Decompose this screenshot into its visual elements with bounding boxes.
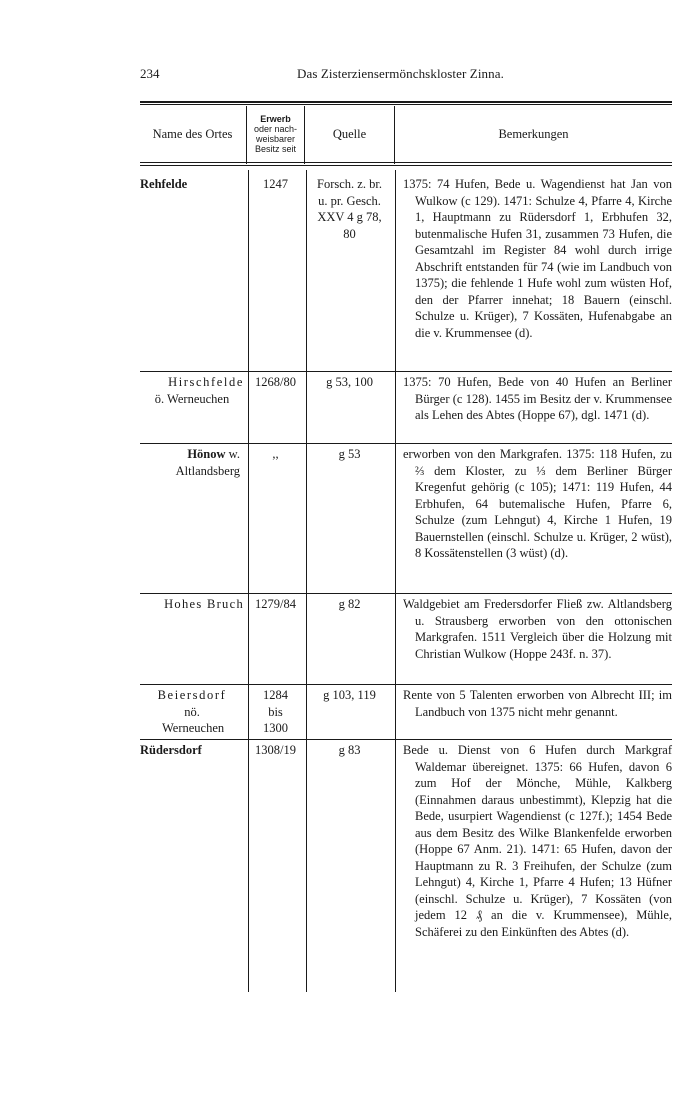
row-separator <box>140 371 672 372</box>
header-bottom-rule-thin <box>140 165 672 166</box>
column-header-erwerb <box>247 108 304 160</box>
row-separator <box>140 593 672 594</box>
erwerb-value: ,, <box>272 447 279 461</box>
place-location: nö. Werneuchen <box>162 704 225 735</box>
table-row <box>140 687 244 737</box>
quelle-value: g 82 <box>338 597 361 611</box>
table-top-rule <box>140 101 672 103</box>
column-header-erwerb-line: Erwerb <box>260 114 291 124</box>
erwerb-value: 1247 <box>263 177 288 191</box>
table-top-rule-thin <box>140 104 672 105</box>
place-name: Rüdersdorf <box>140 743 202 757</box>
column-divider <box>394 106 395 164</box>
quelle-value: g 83 <box>338 743 361 757</box>
quelle-value: g 53 <box>338 447 361 461</box>
column-divider <box>306 170 307 992</box>
place-location: w. Altlandsberg <box>175 447 240 478</box>
bemerkungen-paragraph: erworben von den Markgrafen. 1375: 118 Hufen, zu ⅔ dem Kloster, zu ⅓ dem Berliner Bürger Kregenfut gehörig (c 105); 1471: 119 Hufen, 44 Erbhufen, 64 butemalische Hufen, Pfarre 6, Schulze (zum Lehngut) 4, Kirche 1 Hufen, 19 Bauernstellen (einschl. Schulze u. Krüger, 2 wüst), 8 Kossätenstellen (3 wüst) (d). <box>403 447 672 560</box>
quelle-value: Forsch. z. br. u. pr. Gesch. XXV 4 g 78, 80 <box>317 177 382 241</box>
table-row <box>140 596 244 613</box>
bemerkungen-text <box>403 596 672 662</box>
page-number: 234 <box>140 66 160 81</box>
bemerkungen-text <box>403 446 672 562</box>
erwerb-value: 1284 bis 1300 <box>263 688 288 735</box>
table-row <box>140 742 244 759</box>
place-name: Hohes Bruch <box>164 597 244 611</box>
header-bottom-rule <box>140 162 672 163</box>
place-name: Rehfelde <box>140 177 188 191</box>
bemerkungen-paragraph: Rente von 5 Talenten erworben von Albrecht III; im Landbuch von 1375 nicht mehr genannt. <box>403 688 672 719</box>
column-divider <box>246 106 247 164</box>
column-header-erwerb-line: oder nach- <box>253 124 298 134</box>
column-header-bemerkungen: Bemerkungen <box>498 126 569 141</box>
column-divider <box>304 106 305 164</box>
bemerkungen-paragraph: Bede u. Dienst von 6 Hufen durch Markgraf Waldemar übereignet. 1375: 66 Hufen, davon 6 zum Hof der Mönche, Mühle, Kalkberg (Einnahmen daraus unbestimmt), Klepzig hat die Bede, usurpiert Wagendienst (c 127f.); 1454 Bede aus dem Besitz des Wilke Blankenfelde erworben (Hoppe 67 Anm. 21). 1471: 65 Hufen, davon der Hauptmann zu R. 3 Freihufen, der Schulze (zum Lehngut) 4, Kirche 1, Pfarre 4 Hufen; 13 Hüfner (einschl. Schulze u. Krüger), 7 Kossäten (von jedem 12 ₰ an die v. Krummensee), Mühle, Schäferei zu den Einkünften des Abtes (d). <box>403 743 672 939</box>
quelle-value: g 53, 100 <box>326 375 373 389</box>
place-location: ö. Werneuchen <box>154 391 230 406</box>
place-name: Hirschfelde <box>168 375 244 389</box>
column-header-name: Name des Ortes <box>152 126 233 141</box>
erwerb-value: 1268/80 <box>255 375 296 389</box>
place-name: Beiersdorf <box>157 688 227 702</box>
bemerkungen-text <box>403 374 672 424</box>
bemerkungen-paragraph: Waldgebiet am Fredersdorfer Fließ zw. Altlandsberg u. Strausberg erworben von den ottonischen Markgrafen. 1511 Vergleich über die Holzung mit Christian Wulkow (Hoppe 243f. n. 37). <box>403 597 672 661</box>
erwerb-value: 1308/19 <box>255 743 296 757</box>
column-divider <box>395 170 396 992</box>
bemerkungen-text <box>403 176 672 341</box>
running-title: Das Zisterziensermönchskloster Zinna. <box>297 66 504 81</box>
table-row <box>140 446 244 479</box>
column-divider <box>248 170 249 992</box>
column-header-quelle: Quelle <box>332 126 367 141</box>
erwerb-value: 1279/84 <box>255 597 296 611</box>
column-header-erwerb-line: Besitz seit <box>254 144 296 154</box>
row-separator <box>140 684 672 685</box>
bemerkungen-text <box>403 687 672 720</box>
column-header-erwerb-line: weisbarer <box>255 134 295 144</box>
page-header <box>140 66 572 86</box>
place-name: Hönow <box>187 447 226 461</box>
table-row <box>140 374 244 407</box>
bemerkungen-text <box>403 742 672 940</box>
quelle-value: g 103, 119 <box>323 688 376 702</box>
bemerkungen-paragraph: 1375: 74 Hufen, Bede u. Wagendienst hat Jan von Wulkow (c 129). 1471: Schulze 4, Pfarre 4, Kirche 1, Hauptmann zu Rüdersdorf 1, Erbhufen 32, butenmalische Hufen 31, zusammen 73 Hufen, die Gesamtzahl im Register 84 wohl durch irrige Abschrift entstanden für 74 (wie im Landbuch von 1375); die fehlende 1 Hufe wohl zum wüsten Hof, den der Pfarrer innehat; 18 Bauern (einschl. Schulze u. Krüger), 7 Kossäten, Hufenabgabe an die v. Krummensee (d). <box>403 177 672 340</box>
row-separator <box>140 443 672 444</box>
table-row <box>140 176 244 193</box>
bemerkungen-paragraph: 1375: 70 Hufen, Bede von 40 Hufen an Berliner Bürger (c 128). 1455 im Besitz der v. Krummensee als Lehen des Abtes (Hoppe 67), dgl. 1471 (d). <box>403 375 672 422</box>
row-separator <box>140 739 672 740</box>
